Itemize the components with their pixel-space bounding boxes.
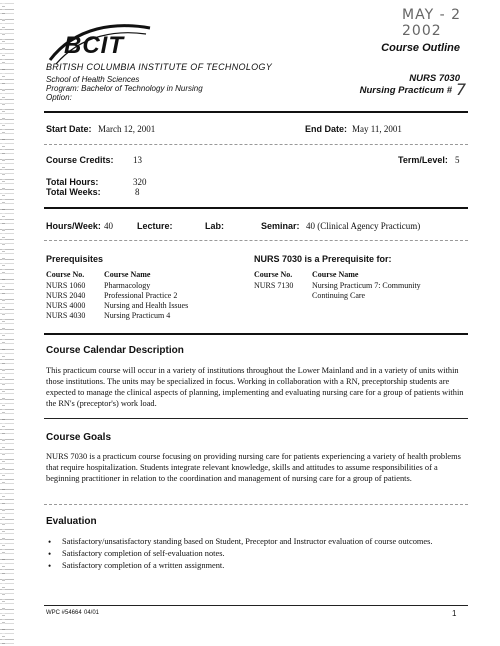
prereq-for-col-course-name: Course Name — [312, 270, 359, 279]
start-date-label: Start Date: — [46, 124, 92, 134]
hours-week-value: 40 — [104, 221, 113, 231]
lecture-label: Lecture: — [137, 221, 173, 231]
prereq-divider — [44, 333, 468, 335]
evaluation-item: • Satisfactory/unsatisfactory standing based on Student, Preceptor and Instructor evaluation of course outcomes. — [46, 536, 466, 548]
evaluation-item: • Satisfactory completion of a written assignment. — [46, 560, 466, 572]
prereq-for-row-1-no: NURS 7130 — [254, 281, 294, 290]
school-name: School of Health Sciences — [46, 75, 140, 84]
term-level-value: 5 — [455, 155, 460, 165]
prereq-col-course-no: Course No. — [46, 270, 85, 279]
course-title: Nursing Practicum # — [359, 85, 452, 96]
received-date-stamp: MAY - 2 2002 — [402, 7, 461, 39]
program-name: Program: Bachelor of Technology in Nursing — [46, 84, 203, 93]
evaluation-title: Evaluation — [46, 516, 97, 527]
course-code: NURS 7030 — [409, 73, 460, 84]
prereq-row-2-no: NURS 2040 — [46, 291, 86, 300]
form-code: WPC #54664 — [46, 610, 82, 616]
prereq-for-col-course-no: Course No. — [254, 270, 293, 279]
prereq-col-course-name: Course Name — [104, 270, 151, 279]
prereq-row-1-name: Pharmacology — [104, 281, 151, 290]
prerequisites-title: Prerequisites — [46, 254, 104, 264]
scan-edge-artifact-inner — [2, 0, 5, 646]
prereq-for-row-1-name: Nursing Practicum 7: Community — [312, 281, 421, 290]
seminar-label: Seminar: — [261, 221, 300, 231]
footer-divider — [44, 605, 468, 606]
header-divider — [44, 111, 468, 113]
bcit-logo-graphic — [46, 20, 156, 66]
end-date-value: May 11, 2001 — [352, 124, 402, 134]
form-revision: 04/01 — [84, 610, 100, 616]
page-number: 1 — [452, 609, 457, 618]
lab-label: Lab: — [205, 221, 224, 231]
bcit-logo-wordmark: BCIT — [64, 32, 124, 59]
prereq-row-1-no: NURS 1060 — [46, 281, 86, 290]
start-date-value: March 12, 2001 — [98, 124, 156, 134]
total-hours-value: 320 — [133, 177, 147, 187]
prereq-row-4-name: Nursing Practicum 4 — [104, 311, 171, 320]
course-credits-label: Course Credits: — [46, 155, 114, 165]
prereq-for-row-1-name-cont: Continuing Care — [312, 291, 366, 300]
evaluation-item: • Satisfactory completion of self-evaluation notes. — [46, 548, 466, 560]
document-type: Course Outline — [381, 42, 460, 54]
course-goals-text: NURS 7030 is a practicum course focusing on providing nursing care for patients experiencing a variety of health problems that require hospitalization. Students integrate relevant knowledge, skills and attitudes to assume responsibilities of a beginning practitioner in relation to the coordination and management of nursing care for a group of patients. — [46, 452, 461, 483]
goals-divider — [44, 504, 468, 505]
calendar-divider — [44, 418, 468, 419]
seminar-value: 40 (Clinical Agency Practicum) — [306, 221, 421, 231]
course-number-handwritten: 7 — [455, 80, 466, 99]
calendar-description-title: Course Calendar Description — [46, 345, 184, 356]
bcit-logo — [46, 20, 156, 66]
hours-week-label: Hours/Week: — [46, 221, 101, 231]
term-level-label: Term/Level: — [398, 155, 448, 165]
prereq-row-3-name: Nursing and Health Issues — [104, 301, 189, 310]
prereq-row-2-name: Professional Practice 2 — [104, 291, 178, 300]
option-label: Option: — [46, 93, 72, 102]
end-date-label: End Date: — [305, 124, 348, 134]
prereq-row-4-no: NURS 4030 — [46, 311, 86, 320]
calendar-description-text: This practicum course will occur in a variety of institutions throughout the Lower Mainland and in a variety of units within those institutions. The units may be specialized in focus. Working in collaboration with a RN, preceptorship students are expected to manage the clinical aspects of planning, implementing and evaluating nursing care for a group of patients within the RN's (preceptor's) work load. — [46, 366, 464, 408]
course-credits-value: 13 — [133, 155, 142, 165]
total-weeks-label: Total Weeks: — [46, 187, 101, 197]
course-goals-title: Course Goals — [46, 432, 112, 443]
evaluation-list — [46, 536, 466, 572]
total-weeks-value: 8 — [135, 187, 140, 197]
dates-divider — [44, 144, 468, 145]
prerequisite-for-title: NURS 7030 is a Prerequisite for: — [254, 254, 392, 264]
credits-divider — [44, 207, 468, 209]
institute-name: BRITISH COLUMBIA INSTITUTE OF TECHNOLOGY — [46, 62, 273, 72]
total-hours-label: Total Hours: — [46, 177, 99, 187]
weekly-divider — [44, 240, 468, 241]
prereq-row-3-no: NURS 4000 — [46, 301, 86, 310]
